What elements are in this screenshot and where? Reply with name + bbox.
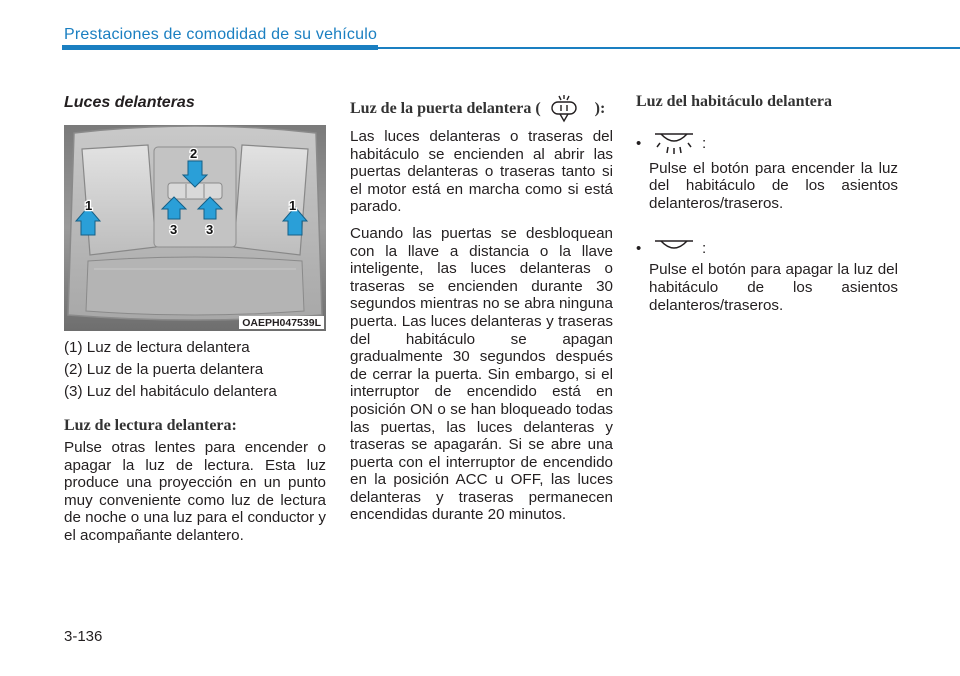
bullet: • bbox=[636, 239, 642, 257]
door-para-1: Las luces delanteras o traseras del habitáculo se encienden al abrir las puertas delanteras o traseras tanto si el motor está en marcha como si está parado. bbox=[350, 128, 613, 216]
list-item bbox=[636, 131, 898, 213]
door-title-suffix: ): bbox=[594, 100, 606, 118]
callout-label: 1 bbox=[85, 197, 93, 213]
section-title-habitaculo: Luz del habitáculo delantera bbox=[636, 93, 833, 110]
callout-label: 1 bbox=[289, 197, 297, 213]
chapter-title: Prestaciones de comodidad de su vehículo bbox=[64, 26, 378, 43]
legend-item: (2) Luz de la puerta delantera bbox=[64, 360, 264, 378]
column-2 bbox=[350, 92, 613, 524]
figure-legend bbox=[64, 339, 326, 401]
door-light-icon bbox=[547, 94, 581, 124]
sunglass-holder bbox=[86, 257, 304, 315]
door-para-2: Cuando las puertas se desbloquean con la llave a distancia o la llave inteligente, las luces delanteras o traseras se encienden durante 30 segundos mientras no se abra ninguna puerta. Las luces delanteras y traseras del habitáculo se apagan gradualmente 30 segundos después de cerrar la puerta. Sin embargo, si el interruptor de encendido está en posición ON o se han bloqueado todas las puertas, las luces delanteras y traseras se apagarán. Si se abre una puerta con el interruptor de encendido en la posición ACC u OFF, las luces delanteras y traseras permanecen encendidas durante 20 minutos. bbox=[350, 224, 613, 524]
page-number: 3-136 bbox=[64, 628, 103, 645]
bullet-colon: : bbox=[702, 239, 707, 257]
overhead-console-figure bbox=[64, 125, 326, 331]
door-title-prefix: Luz de la puerta delantera ( bbox=[350, 100, 541, 118]
item-text: Pulse el botón para encender la luz del habitáculo de los asientos delanteros/traseros. bbox=[649, 159, 898, 212]
column-3 bbox=[636, 92, 898, 314]
legend-item: (1) Luz de lectura delantera bbox=[64, 338, 250, 356]
item-text: Pulse el botón para apagar la luz del habitáculo de los asientos delanteros/traseros. bbox=[649, 261, 898, 314]
overhead-console-illustration bbox=[64, 125, 326, 331]
right-reading-lens bbox=[234, 145, 308, 255]
callout-label: 3 bbox=[170, 221, 178, 237]
lamp-off-icon bbox=[652, 238, 696, 258]
callout-label: 2 bbox=[190, 145, 198, 161]
bullet-colon: : bbox=[702, 134, 707, 152]
section-title-puerta bbox=[350, 91, 613, 127]
bullet: • bbox=[636, 134, 642, 152]
left-reading-lens bbox=[82, 145, 156, 255]
lamp-on-icon bbox=[652, 131, 696, 157]
callout-label: 3 bbox=[206, 221, 214, 237]
reading-body: Pulse otras lentes para encender o apagar la luz de lectura. Esta luz produce una proyección en un punto muy conveniente como luz de lectura de noche o una luz para el conductor y el acompañante delantero. bbox=[64, 438, 326, 544]
column-1 bbox=[64, 92, 326, 545]
list-item bbox=[636, 238, 898, 314]
section-title-luces-delanteras: Luces delanteras bbox=[64, 94, 195, 111]
header-rule-thin bbox=[378, 47, 960, 49]
figure-code: OAEPH047539L bbox=[239, 316, 324, 329]
section-title-lectura: Luz de lectura delantera: bbox=[64, 417, 237, 435]
legend-item: (3) Luz del habitáculo delantera bbox=[64, 382, 277, 400]
header-rule-thick bbox=[62, 45, 378, 50]
